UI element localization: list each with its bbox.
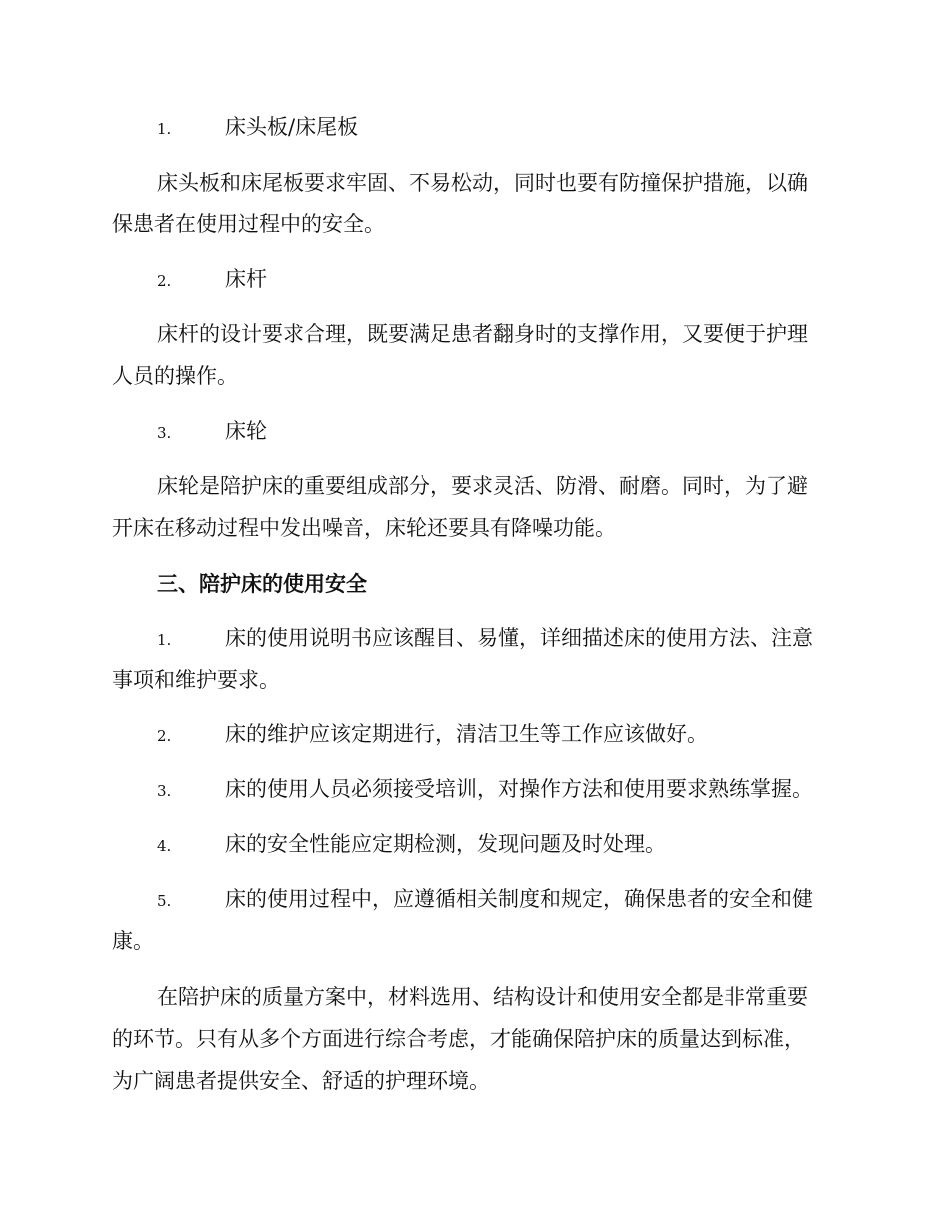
list-item-line: 床的使用过程中，应遵循相关制度和规定，确保患者的安全和健 — [225, 887, 813, 911]
list-item-line: 床的安全性能应定期检测，发现问题及时处理。 — [225, 832, 666, 856]
list-item-line: 床的使用人员必须接受培训，对操作方法和使用要求熟练掌握。 — [225, 777, 813, 801]
paragraph-line: 保患者在使用过程中的安全。 — [112, 212, 385, 236]
paragraph-line: 床轮是陪护床的重要组成部分，要求灵活、防滑、耐磨。同时，为了避 — [157, 474, 808, 498]
list-number: 3. — [157, 424, 172, 442]
paragraph-line: 在陪护床的质量方案中，材料选用、结构设计和使用安全都是非常重要 — [157, 985, 808, 1009]
section-heading: 三、陪护床的使用安全 — [157, 571, 367, 596]
paragraph-line: 为广阔患者提供安全、舒适的护理环境。 — [112, 1069, 490, 1093]
item-title: 床头板/床尾板 — [225, 115, 359, 139]
list-number: 1. — [157, 631, 172, 649]
list-number: 3. — [157, 782, 172, 800]
item-title: 床轮 — [225, 419, 267, 443]
list-number: 2. — [157, 272, 172, 290]
paragraph-line: 开床在移动过程中发出噪音，床轮还要具有降噪功能。 — [112, 516, 616, 540]
list-item-line: 康。 — [112, 929, 154, 953]
list-number: 2. — [157, 727, 172, 745]
item-title: 床杆 — [225, 267, 267, 291]
list-item-line: 床的维护应该定期进行，清洁卫生等工作应该做好。 — [225, 722, 708, 746]
list-number: 5. — [157, 892, 172, 910]
paragraph-line: 人员的操作。 — [112, 364, 238, 388]
paragraph-line: 的环节。只有从多个方面进行综合考虑，才能确保陪护床的质量达到标准， — [112, 1027, 805, 1051]
list-number: 1. — [157, 120, 172, 138]
paragraph-line: 床杆的设计要求合理，既要满足患者翻身时的支撑作用，又要便于护理 — [157, 322, 808, 346]
list-item-line: 床的使用说明书应该醒目、易懂，详细描述床的使用方法、注意 — [225, 626, 813, 650]
list-number: 4. — [157, 837, 172, 855]
paragraph-line: 床头板和床尾板要求牢固、不易松动，同时也要有防撞保护措施，以确 — [157, 171, 808, 195]
list-item-line: 事项和维护要求。 — [112, 668, 280, 692]
